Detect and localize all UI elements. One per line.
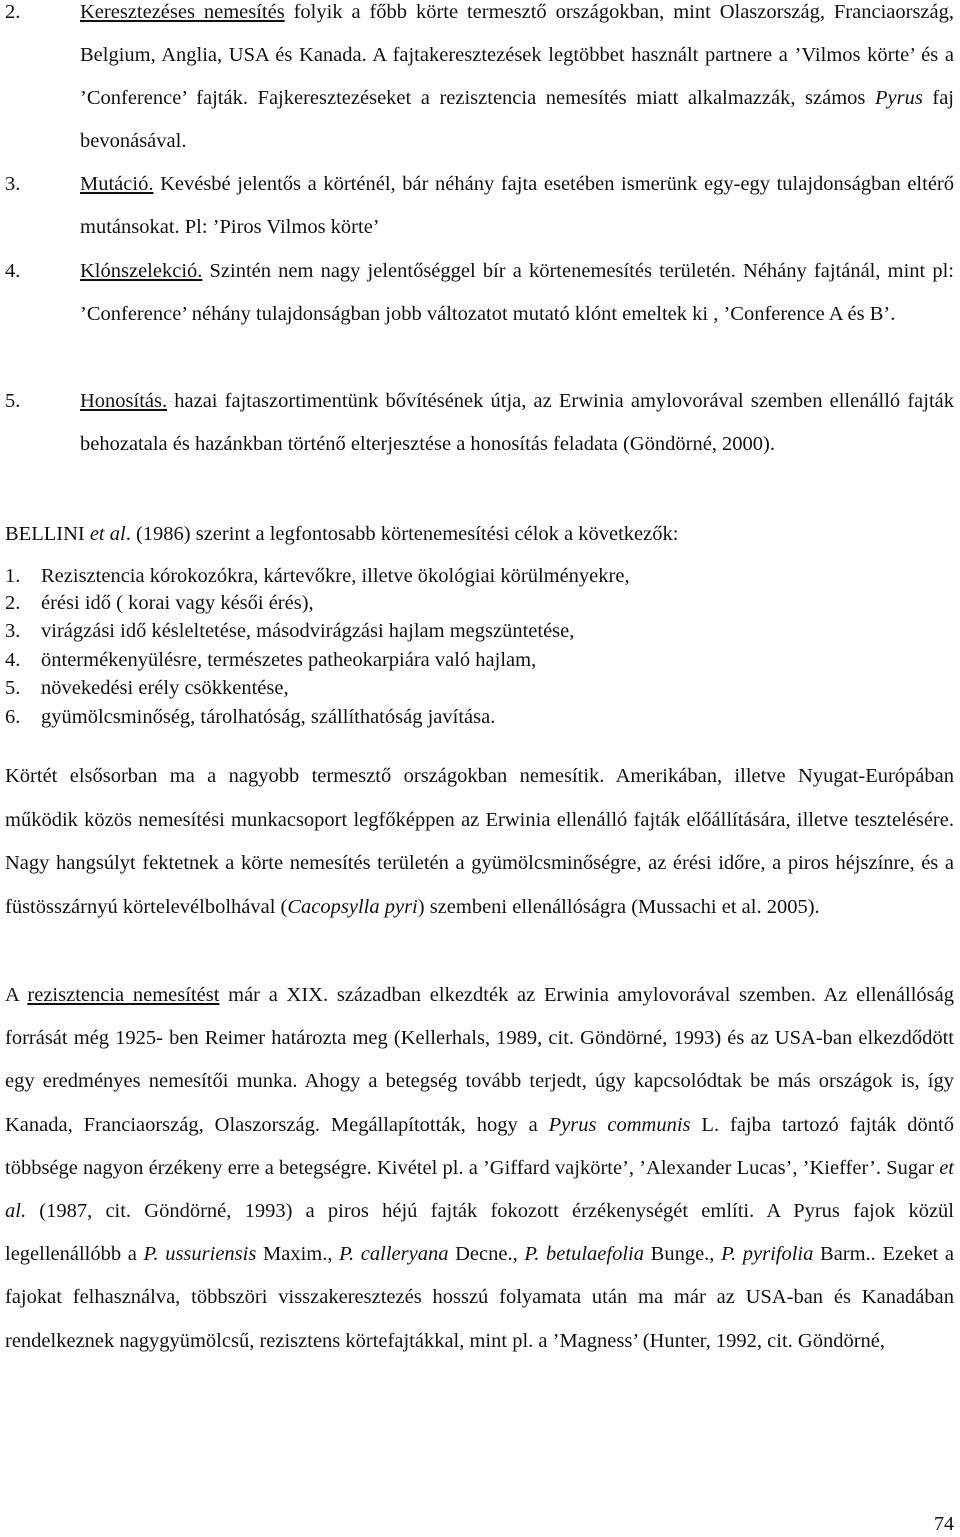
para-text: Maxim., [256,1243,340,1266]
item-text [80,163,954,249]
item-term: Klónszelekció. [80,260,203,282]
item-number: 3. [5,173,21,195]
item-text [80,250,954,336]
item-tail: faj bevonásával. [80,87,954,152]
goal-text: Rezisztencia kórokozókra, kártevőkre, illetve ökológiai körülményekre, [41,565,630,587]
item-number: 2. [5,1,21,23]
item-text [80,380,954,466]
page-number: 74 [934,1513,954,1535]
para-underlined: rezisztencia nemesítést [27,984,220,1006]
para-text: Barm.. Ezeket a fajokat felhasználva, többszöri visszakeresztezés hosszú folyamata után ma már az USA-ban és Kanadában rendelkeznek nagygyümölcsű, rezisztens körtefajtákkal, mint pl. a ’Magness’ (Hunter, 1992, cit. Göndörné, [5,1243,954,1352]
para-text: már a XIX. században elkezdték az Erwinia amylovorával szemben. Az ellenállóság forrását még 1925- ben Reimer határozta meg (Kellerhals, 1989, cit. Göndörné, 1993) és az USA-ban elkezdődött egy eredményes nemesítői munka. Ahogy a betegség tovább terjedt, úgy kapcsolódtak be más országok is, így Kanada, Franciaország, Olaszország. Megállapították, hogy a [5,984,954,1136]
item-body: Kevésbé jelentős a körténél, bár néhány fajta esetében ismerünk egy-egy tulajdonságban eltérő mutánsokat. Pl: ’Piros Vilmos körte’ [80,173,954,238]
para-italic: P. calleryana [339,1243,449,1266]
paragraph-breeding-countries [5,755,954,929]
goal-number: 5. [5,677,21,699]
para-italic: Pyrus communis [548,1113,691,1136]
item-term: Keresztezéses nemesítés [80,1,285,23]
item-number: 5. [5,390,21,412]
item-text [80,0,954,163]
goal-text: gyümölcsminőség, tárolhatóság, szállíthatóság javítása. [41,706,496,728]
para-text: ) szembeni ellenállóságra (Mussachi et al. 2005). [417,895,820,918]
item-italic: Pyrus [874,87,923,109]
goal-item [5,591,954,615]
para-italic: P. betulaefolia [524,1243,644,1266]
para-italic: P. pyrifolia [721,1243,814,1266]
goal-item [5,619,954,643]
para-text: L. fajba tartozó fajták döntő többsége nagyon érzékeny erre a betegségre. Kivétel pl. a ’Giffard vajkörte’, ’Alexander Lucas’, ’Kieffer’. Sugar [5,1113,954,1179]
para-text: Bunge., [643,1243,722,1266]
goal-text: érési idő ( korai vagy késői érés), [41,592,314,614]
goal-number: 4. [5,649,21,671]
goal-item [5,648,954,672]
para-text: A [5,984,28,1006]
para-text: Decne., [448,1243,525,1266]
item-term: Honosítás. [80,390,168,412]
para-italic: P. ussuriensis [143,1243,257,1266]
goal-item [5,705,954,729]
para-italic: et al. [5,1156,954,1223]
item-number: 4. [5,260,21,282]
goal-text: öntermékenyülésre, természetes patheokarpiára való hajlam, [41,649,537,671]
goal-item [5,676,954,700]
item-body: folyik a főbb körte termesztő országokban, mint Olaszország, Franciaország, Belgium, Anglia, USA és Kanada. A fajtakeresztezések legtöbbet használt partnere a ’Vilmos körte’ és a ’Conference’ fajták. Fajkeresztezéseket a rezisztencia nemesítés miatt alkalmazzák, számos [80,1,954,109]
goal-item [5,564,954,588]
goal-number: 2. [5,592,21,614]
paragraph-resistance-breeding [5,974,954,1363]
goal-text: növekedési erély csökkentése, [41,677,289,699]
bellini-text: . (1986) szerint a legfontosabb körtenemesítési célok a következők: [125,523,679,545]
para-italic: Cacopsylla pyri [287,895,418,918]
goal-number: 3. [5,620,21,642]
bellini-sentence [5,521,954,547]
para-text: Körtét elsősorban ma a nagyobb termesztő országokban nemesítik. Amerikában, illetve Nyugat-Európában működik közös nemesítési munkacsoport legfőképpen az Erwinia ellenálló fajták előállítására, illetve tesztelésére. Nagy hangsúlyt fektetnek a körte nemesítés területén a gyümölcsminőségre, az érési időre, a piros héjszínre, és a füstösszárnyú körtelevélbolhával ( [5,765,954,918]
bellini-etal: et al [89,523,126,545]
item-term: Mutáció. [80,173,154,195]
goal-number: 6. [5,706,21,728]
bellini-author: BELLINI [5,523,90,545]
item-body: hazai fajtaszortimentünk bővítésének útja, az Erwinia amylovorával szemben ellenálló fajták behozatala és hazánkban történő elterjesztése a honosítás feladata (Göndörné, 2000). [80,390,954,455]
para-text: (1987, cit. Göndörné, 1993) a piros héjú fajták fokozott érzékenységét említi. A Pyrus fajok közül legellenállóbb a [5,1200,954,1266]
goal-text: virágzási idő késleltetése, másodvirágzási hajlam megszüntetése, [41,620,575,642]
goal-number: 1. [5,565,21,587]
item-body: Szintén nem nagy jelentőséggel bír a körtenemesítés területén. Néhány fajtánál, mint pl: ’Conference’ néhány tulajdonságban jobb változatot mutató klónt emeltek ki , ’Conference A és B’. [80,260,954,325]
